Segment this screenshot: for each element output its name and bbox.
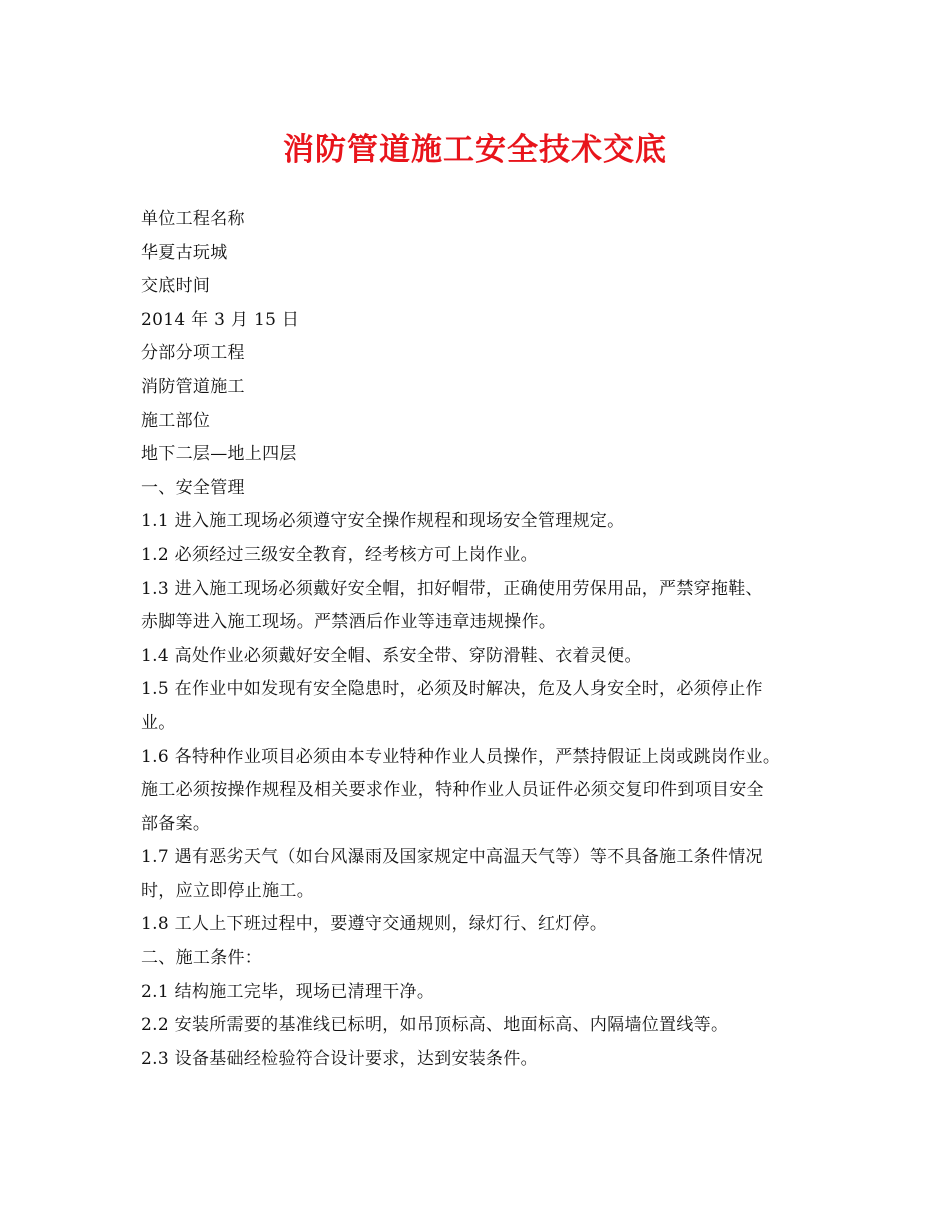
text-line: 1.1 进入施工现场必须遵守安全操作规程和现场安全管理规定。 bbox=[141, 511, 625, 532]
text-line: 1.5 在作业中如发现有安全隐患时，必须及时解决，危及人身安全时，必须停止作 bbox=[141, 679, 763, 700]
text-line: 2014 年 3 月 15 日 bbox=[141, 309, 300, 330]
section-heading: 一、安全管理 bbox=[141, 477, 245, 498]
text-line: 施工必须按操作规程及相关要求作业，特种作业人员证件必须交复印件到项目安全 bbox=[141, 780, 764, 801]
text-line: 业。 bbox=[141, 712, 176, 733]
text-line: 2.2 安装所需要的基准线已标明，如吊顶标高、地面标高、内隔墙位置线等。 bbox=[141, 1015, 729, 1036]
text-line: 2.3 设备基础经检验符合设计要求，达到安装条件。 bbox=[141, 1048, 538, 1069]
text-line: 交底时间 bbox=[141, 276, 211, 297]
text-line: 1.4 高处作业必须戴好安全帽、系安全带、穿防滑鞋、衣着灵便。 bbox=[141, 645, 642, 666]
text-line: 华夏古玩城 bbox=[141, 242, 228, 263]
text-line: 1.7 遇有恶劣天气（如台风瀑雨及国家规定中高温天气等）等不具备施工条件情况 bbox=[141, 847, 763, 868]
text-line: 1.2 必须经过三级安全教育，经考核方可上岗作业。 bbox=[141, 544, 538, 565]
text-line: 地下二层—地上四层 bbox=[141, 444, 297, 465]
text-line: 1.6 各特种作业项目必须由本专业特种作业人员操作，严禁持假证上岗或跳岗作业。 bbox=[141, 746, 781, 767]
text-line: 分部分项工程 bbox=[141, 343, 245, 364]
text-line: 部备案。 bbox=[141, 813, 211, 834]
document-body bbox=[141, 203, 831, 1076]
text-line: 单位工程名称 bbox=[141, 209, 245, 229]
text-line: 2.1 结构施工完毕，现场已清理干净。 bbox=[141, 981, 435, 1002]
text-line: 消防管道施工 bbox=[141, 376, 245, 397]
text-line: 1.3 进入施工现场必须戴好安全帽，扣好帽带，正确使用劳保用品，严禁穿拖鞋、 bbox=[141, 578, 763, 599]
text-line: 赤脚等进入施工现场。严禁酒后作业等违章违规操作。 bbox=[141, 612, 557, 633]
section-heading: 二、施工条件： bbox=[141, 948, 263, 969]
document-title: 消防管道施工安全技术交底 bbox=[283, 132, 667, 168]
text-line: 时，应立即停止施工。 bbox=[141, 880, 314, 901]
text-line: 1.8 工人上下班过程中，要遵守交通规则，绿灯行、红灯停。 bbox=[141, 914, 608, 935]
text-line: 施工部位 bbox=[141, 410, 211, 431]
